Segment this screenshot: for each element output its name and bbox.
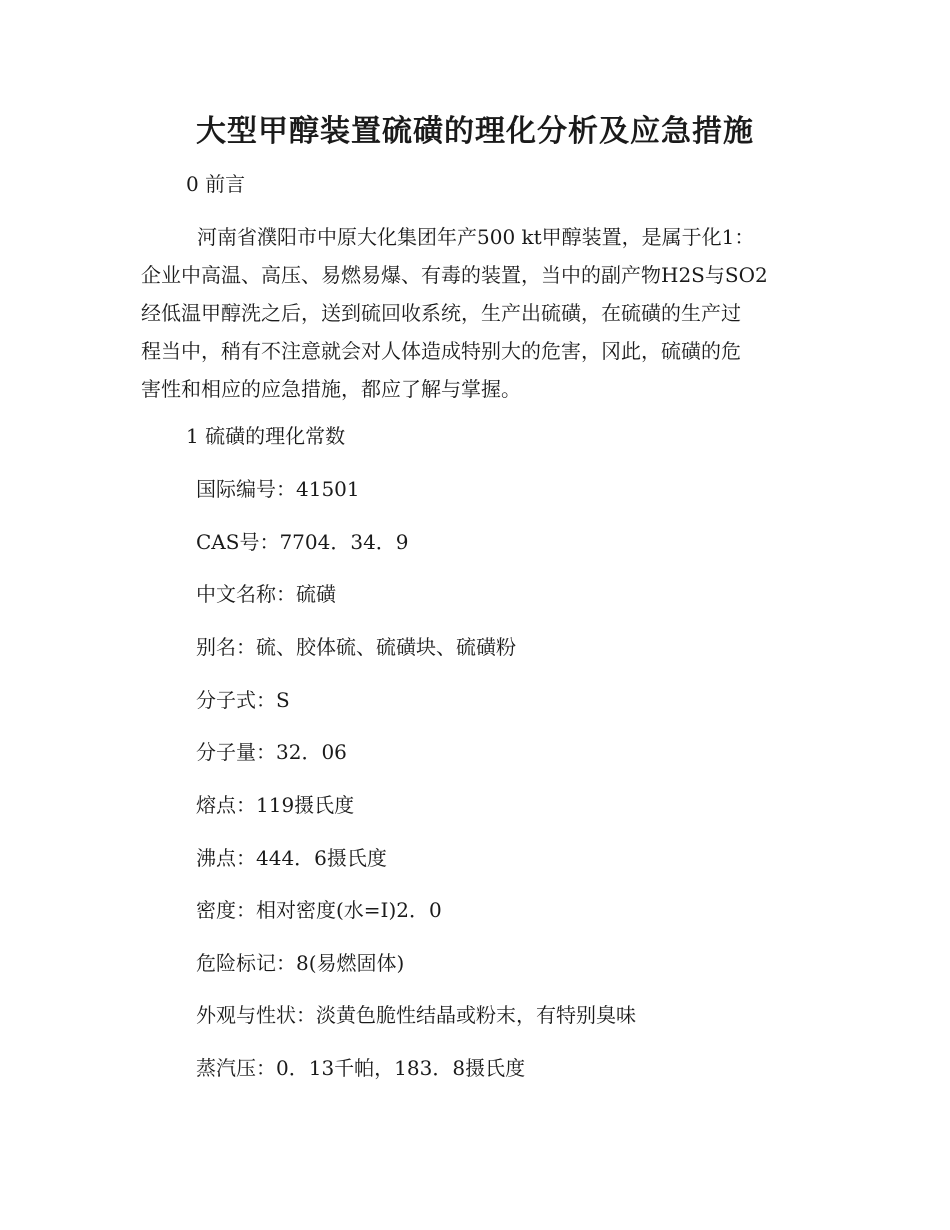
paragraph-line: 害性和相应的应急措施，都应了解与掌握。	[141, 377, 521, 401]
property-line-alias: 别名：硫、胶体硫、硫磺块、硫磺粉	[196, 635, 516, 659]
property-line-cas-number: CAS号：7704．34．9	[196, 530, 409, 554]
property-line-melting-point: 熔点：119摄氏度	[196, 793, 355, 817]
property-line-international-number: 国际编号：41501	[196, 477, 360, 501]
property-line-vapor-pressure: 蒸汽压：0．13千帕，183．8摄氏度	[196, 1056, 526, 1080]
document-title: 大型甲醇装置硫磺的理化分析及应急措施	[196, 114, 754, 149]
property-line-formula: 分子式：S	[196, 688, 290, 712]
paragraph-line: 企业中高温、高压、易燃易爆、有毒的装置，当中的副产物H2S与SO2	[141, 263, 768, 287]
preface-paragraph	[141, 218, 801, 408]
paragraph-line: 河南省濮阳市中原大化集团年产500 kt甲醇装置，是属于化1：	[197, 225, 755, 249]
paragraph-line: 经低温甲醇洗之后，送到硫回收系统，生产出硫磺，在硫磺的生产过	[141, 301, 741, 325]
property-line-density: 密度：相对密度(水=I)2．0	[196, 898, 442, 922]
property-line-appearance: 外观与性状：淡黄色脆性结晶或粉末，有特别臭味	[196, 1003, 636, 1027]
paragraph-line: 程当中，稍有不注意就会对人体造成特别大的危害，冈此，硫磺的危	[141, 339, 741, 363]
property-line-molecular-weight: 分子量：32．06	[196, 740, 347, 764]
property-line-boiling-point: 沸点：444．6摄氏度	[196, 846, 387, 870]
property-line-hazard-mark: 危险标记：8(易燃固体)	[196, 951, 405, 975]
section-heading-constants: 1 硫磺的理化常数	[186, 424, 346, 448]
property-line-chinese-name: 中文名称：硫磺	[196, 582, 336, 606]
section-heading-preface: 0 前言	[186, 172, 246, 196]
